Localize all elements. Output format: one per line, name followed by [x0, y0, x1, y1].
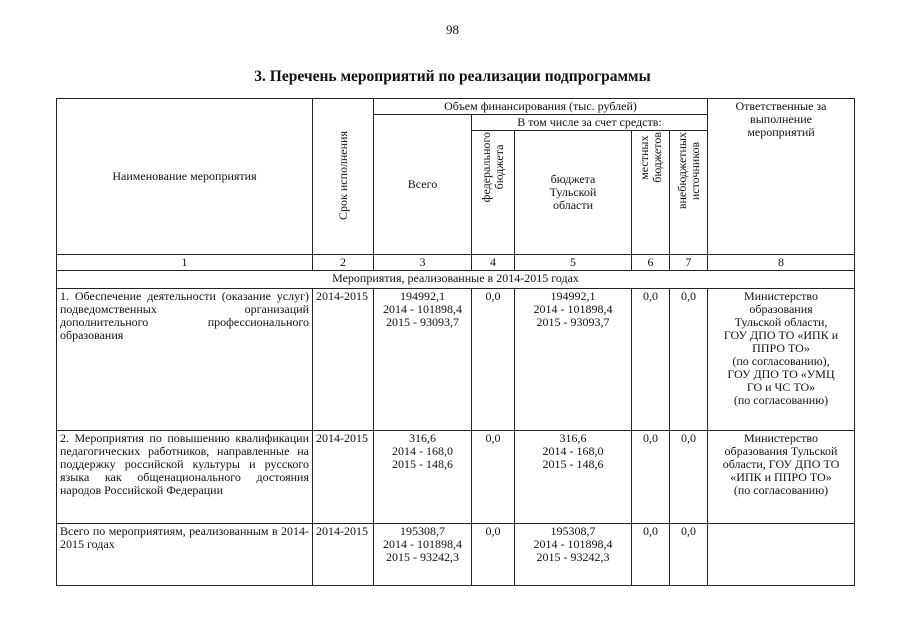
measure-extra: 0,0 [670, 289, 708, 431]
section-row [57, 271, 855, 289]
measure-term: 2014-2015 [313, 431, 374, 524]
header-federal-text: федерального бюджета [479, 132, 506, 203]
header-local [632, 131, 670, 255]
header-including: В том числе за счет средств: [472, 115, 708, 131]
column-numbers-row [57, 255, 855, 271]
measure-local: 0,0 [632, 431, 670, 524]
column-number: 5 [515, 255, 632, 271]
measure-responsible [708, 524, 855, 586]
column-number: 2 [313, 255, 374, 271]
measure-federal: 0,0 [472, 431, 515, 524]
measure-regional: 194992,1 2014 - 101898,4 2015 - 93093,7 [515, 289, 632, 431]
measure-regional: 316,6 2014 - 168,0 2015 - 148,6 [515, 431, 632, 524]
measure-term: 2014-2015 [313, 289, 374, 431]
header-term [313, 99, 374, 255]
page-title: 3. Перечень мероприятий по реализации подпрограммы [254, 68, 651, 85]
header-term-text: Срок исполнения [335, 130, 350, 220]
measure-name: Всего по мероприятиям, реализованным в 2014-2015 годах [57, 524, 313, 586]
measure-extra: 0,0 [670, 431, 708, 524]
header-extra [670, 131, 708, 255]
measure-local: 0,0 [632, 289, 670, 431]
column-number: 8 [708, 255, 855, 271]
column-number: 1 [57, 255, 313, 271]
measure-name: 2. Мероприятия по повышению квалификации педагогических работников, направленные на поддержку российской культуры и русского языка как общенационального достояния народов Российской Федерации [57, 431, 313, 524]
column-number: 7 [670, 255, 708, 271]
column-number: 4 [472, 255, 515, 271]
measure-responsible: Министерство образования Тульской области, ГОУ ДПО ТО «ИПК и ППРО ТО» (по согласованию), ГОУ ДПО ТО «УМЦ ГО и ЧС ТО» (по согласованию) [708, 289, 855, 431]
measure-term: 2014-2015 [313, 524, 374, 586]
measure-local: 0,0 [632, 524, 670, 586]
page-number: 98 [446, 22, 459, 37]
measure-total: 194992,1 2014 - 101898,4 2015 - 93093,7 [374, 289, 472, 431]
section-title: Мероприятия, реализованные в 2014-2015 годах [57, 271, 855, 289]
header-federal [472, 131, 515, 255]
measure-total: 195308,7 2014 - 101898,4 2015 - 93242,3 [374, 524, 472, 586]
header-extra-text: внебюджетных источников [674, 132, 702, 210]
measure-regional: 195308,7 2014 - 101898,4 2015 - 93242,3 [515, 524, 632, 586]
measure-federal: 0,0 [472, 524, 515, 586]
measures-table [56, 98, 855, 586]
table-row [57, 289, 855, 431]
header-regional: бюджета Тульской области [515, 131, 632, 255]
measure-total: 316,6 2014 - 168,0 2015 - 148,6 [374, 431, 472, 524]
table-row [57, 431, 855, 524]
measure-extra: 0,0 [670, 524, 708, 586]
column-number: 6 [632, 255, 670, 271]
table-row-total [57, 524, 855, 586]
measure-name: 1. Обеспечение деятельности (оказание услуг) подведомственных организаций дополнительного профессионального образования [57, 289, 313, 431]
measure-federal: 0,0 [472, 289, 515, 431]
header-name: Наименование мероприятия [57, 99, 313, 255]
header-local-text: местных бюджетов [636, 132, 664, 183]
measure-responsible: Министерство образования Тульской области, ГОУ ДПО ТО «ИПК и ППРО ТО» (по согласованию) [708, 431, 855, 524]
column-number: 3 [374, 255, 472, 271]
header-total: Всего [374, 115, 472, 255]
header-funding: Объем финансирования (тыс. рублей) [374, 99, 708, 115]
header-responsible: Ответственные за выполнение мероприятий [708, 99, 855, 255]
